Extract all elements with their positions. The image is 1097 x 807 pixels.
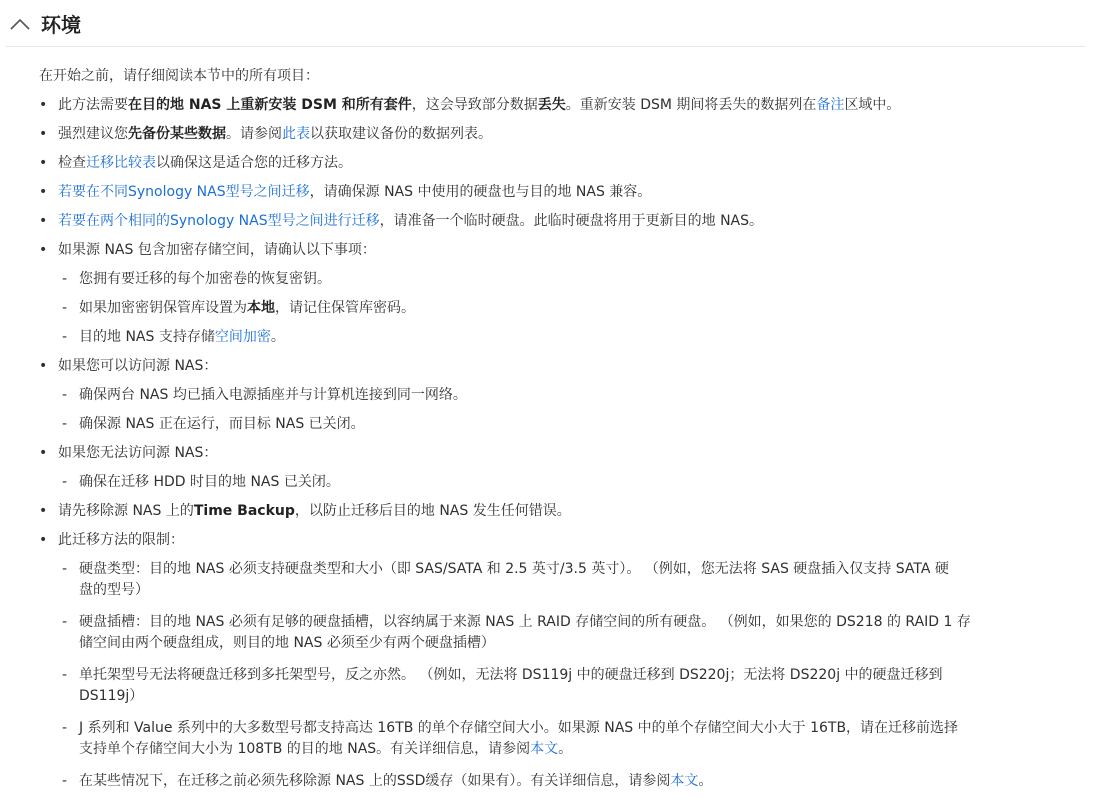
sub-item (79, 298, 415, 318)
dash: - (62, 416, 68, 432)
sub-item-line (79, 739, 572, 759)
list-item (58, 153, 352, 173)
dash: - (62, 720, 68, 736)
text: ，以防止迁移后目的地 NAS 发生任何错误。 (294, 503, 571, 519)
bullet: • (39, 242, 48, 258)
comparison-table-link[interactable]: 迁移比较表 (86, 155, 156, 171)
section-header[interactable] (6, 0, 1085, 47)
text: 。请参阅 (226, 126, 282, 142)
bullet: • (39, 532, 48, 548)
bold-text: 本地 (247, 300, 275, 316)
sub-item-line: DS119j） (79, 688, 144, 704)
sub-item-line: 单托架型号无法将硬盘迁移到多托架型号，反之亦然。 （例如，无法将 DS119j 中的硬盘迁移到 DS220j；无法将 DS220j 中的硬盘迁移到 (79, 667, 943, 683)
text: 此方法需要 (58, 97, 128, 113)
notes-link[interactable]: 备注 (816, 97, 845, 113)
dash: - (62, 271, 68, 287)
dash: - (62, 474, 68, 490)
dash: - (62, 387, 68, 403)
list-item: 如果源 NAS 包含加密存储空间，请确认以下事项： (58, 242, 376, 258)
chevron-up-icon[interactable] (8, 13, 34, 33)
list-item: 如果您可以访问源 NAS： (58, 358, 218, 374)
list-item (58, 182, 651, 202)
article-link[interactable]: 本文 (530, 741, 559, 757)
text: ，请记住保管库密码。 (275, 300, 415, 316)
bullet: • (39, 155, 48, 171)
dash: - (62, 329, 68, 345)
sub-item-line: 硬盘插槽：目的地 NAS 必须有足够的硬盘插槽，以容纳属于来源 NAS 上 RAID 存储空间的所有硬盘。 （例如，如果您的 DS218 的 RAID 1 存 (79, 614, 971, 630)
list-item (58, 95, 900, 115)
text: 。 (270, 329, 285, 345)
bullet: • (39, 445, 48, 461)
text: ，请准备一个临时硬盘。此临时硬盘将用于更新目的地 NAS。 (379, 213, 764, 229)
text: 请先移除源 NAS 上的 (58, 503, 194, 519)
bold-text: 丢失 (537, 97, 566, 113)
text: 支持单个存储空间大小为 108TB 的目的地 NAS。有关详细信息，请参阅 (79, 741, 531, 757)
sub-item-line: 盘的型号） (79, 582, 149, 598)
bullet: • (39, 126, 48, 142)
sub-item (79, 771, 712, 791)
dash: - (62, 773, 68, 789)
text: 。 (558, 741, 573, 757)
text: 如果加密密钥保管库设置为 (79, 300, 247, 316)
sub-item: 您拥有要迁移的每个加密卷的恢复密钥。 (79, 271, 331, 287)
text: 检查 (58, 155, 86, 171)
sub-item-line: 储空间由两个硬盘组成，则目的地 NAS 必须至少有两个硬盘插槽） (79, 635, 495, 651)
list-item (58, 501, 571, 521)
sub-item-line: J 系列和 Value 系列中的大多数型号都支持高达 16TB 的单个存储空间大小。如果源 NAS 中的单个存储空间大小大于 16TB，请在迁移前选择 (79, 720, 959, 736)
text: 。重新安装 DSM 期间将丢失的数据列在 (565, 97, 817, 113)
identical-models-link[interactable]: 若要在两个相同的Synology NAS型号之间进行迁移 (58, 213, 380, 229)
volume-encryption-link[interactable]: 空间加密 (214, 329, 271, 345)
list-item (58, 124, 492, 144)
bullet: • (39, 97, 48, 113)
sub-item (79, 327, 285, 347)
text: 目的地 NAS 支持存储 (79, 329, 215, 345)
sub-item: 确保源 NAS 正在运行，而目标 NAS 已关闭。 (79, 416, 365, 432)
bullet: • (39, 358, 48, 374)
dash: - (62, 614, 68, 630)
intro-text: 在开始之前，请仔细阅读本节中的所有项目： (39, 68, 319, 84)
bold-text: Time Backup (193, 503, 295, 519)
dash: - (62, 667, 68, 683)
bold-text: 先备份某些数据 (128, 126, 226, 142)
section-title: 环境 (41, 12, 81, 37)
different-models-link[interactable]: 若要在不同Synology NAS型号之间迁移 (58, 184, 310, 200)
bold-text: 在目的地 NAS 上重新安装 DSM 和所有套件 (128, 97, 412, 113)
dash: - (62, 561, 68, 577)
text: 区域中。 (844, 97, 901, 113)
list-item: 如果您无法访问源 NAS： (58, 445, 218, 461)
text: ，这会导致部分数据 (411, 97, 538, 113)
text: ，请确保源 NAS 中使用的硬盘也与目的地 NAS 兼容。 (309, 184, 652, 200)
sub-item-line: 硬盘类型：目的地 NAS 必须支持硬盘类型和大小（即 SAS/SATA 和 2.5 英寸/3.5 英寸）。 （例如，您无法将 SAS 硬盘插入仅支持 SATA 硬 (79, 561, 949, 577)
dash: - (62, 300, 68, 316)
text: 强烈建议您 (58, 126, 128, 142)
sub-item: 确保在迁移 HDD 时目的地 NAS 已关闭。 (79, 474, 340, 490)
list-item (58, 211, 763, 231)
text: 在某些情况下，在迁移之前必须先移除源 NAS 上的SSD缓存（如果有）。有关详细信息，请参阅 (79, 773, 671, 789)
bullet: • (39, 184, 48, 200)
article-link[interactable]: 本文 (670, 773, 699, 789)
bullet: • (39, 503, 48, 519)
list-item: 此迁移方法的限制： (58, 532, 184, 548)
text: 以获取建议备份的数据列表。 (310, 126, 492, 142)
bullet: • (39, 213, 48, 229)
this-table-link[interactable]: 此表 (282, 126, 310, 142)
text: 以确保这是适合您的迁移方法。 (156, 155, 352, 171)
text: 。 (698, 773, 713, 789)
sub-item: 确保两台 NAS 均已插入电源插座并与计算机连接到同一网络。 (79, 387, 467, 403)
